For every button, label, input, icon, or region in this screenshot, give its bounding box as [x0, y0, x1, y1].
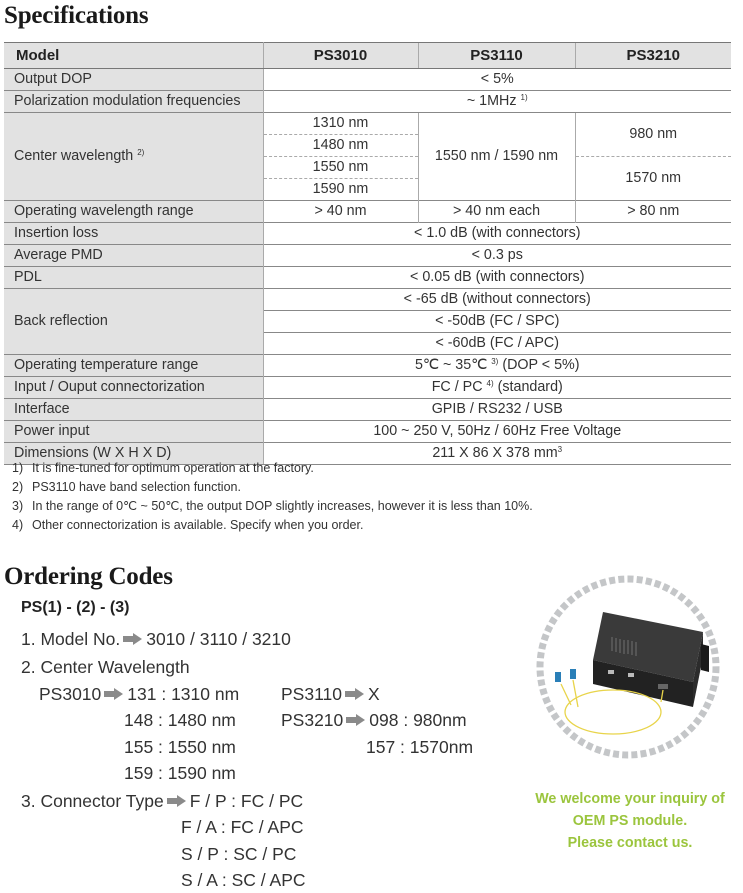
header-ps3110: PS3110: [418, 43, 575, 69]
ps3010-wavelength: 1590 nm: [263, 179, 418, 201]
footnote-number: 4): [12, 518, 24, 532]
table-header-row: [4, 43, 731, 69]
model-no-value: 3010 / 3110 / 3210: [146, 629, 291, 649]
ps3110-code-line: [281, 684, 380, 705]
row-label: Operating wavelength range: [4, 201, 263, 223]
table-row: [4, 421, 731, 443]
connector-code: S / P : SC / PC: [181, 844, 297, 864]
model-no-label: 1. Model No.: [21, 629, 121, 649]
wavelength-code: 159 : 1590 nm: [124, 763, 236, 783]
row-label: [4, 113, 263, 201]
connector-code: F / P : FC / PC: [189, 791, 304, 811]
wavelength-code: 148 : 1480 nm: [124, 710, 236, 730]
footnote-text: Other connectorization is available. Specify when you order.: [32, 518, 364, 532]
arrow-right-icon: [123, 633, 143, 645]
value-text: FC / PC: [431, 379, 483, 395]
specifications-title: Specifications: [4, 2, 149, 29]
arrow-right-icon: [346, 714, 366, 726]
device-icon: [593, 612, 709, 707]
row-value: < 1.0 dB (with connectors): [263, 223, 731, 245]
ps3210-model: PS3210: [281, 710, 344, 730]
connector-type-line: [21, 791, 303, 812]
row-value: < -65 dB (without connectors): [263, 289, 731, 311]
row-value: [263, 377, 731, 399]
table-row: [4, 377, 731, 399]
footnote-text: In the range of 0℃ ~ 50℃, the output DOP slightly increases, however it is less than 10%.: [32, 499, 533, 513]
footnote-number: 1): [12, 461, 24, 475]
footnote-ref: 4): [486, 379, 494, 388]
row-label: Insertion loss: [4, 223, 263, 245]
value-text: 211 X 86 X 378 mm: [432, 445, 558, 461]
value-text: (standard): [497, 379, 563, 395]
value-text: (DOP < 5%): [502, 357, 580, 373]
table-row: [4, 113, 731, 135]
row-value: < 5%: [480, 71, 514, 87]
connector-code: F / A : FC / APC: [181, 817, 304, 837]
ps3010-wavelength: 1550 nm: [263, 157, 418, 179]
header-model-label: Model: [4, 43, 263, 69]
row-value: 100 ~ 250 V, 50Hz / 60Hz Free Voltage: [263, 421, 731, 443]
unit-superscript: 3: [557, 445, 563, 454]
row-label: Power input: [4, 421, 263, 443]
row-value: < -60dB (FC / APC): [263, 333, 731, 355]
arrow-right-icon: [345, 688, 365, 700]
ps3010-model: PS3010: [39, 684, 102, 704]
model-no-line: [21, 629, 291, 650]
row-value: < 0.3 ps: [263, 245, 731, 267]
footnote-text: PS3110 have band selection function.: [32, 480, 241, 494]
footnote-ref: 1): [520, 93, 528, 102]
table-row: [4, 355, 731, 377]
wavelength-code: 155 : 1550 nm: [124, 737, 236, 757]
row-label: Interface: [4, 399, 263, 421]
footnote-ref: 2): [137, 148, 145, 157]
row-label: Output DOP: [4, 69, 263, 91]
promo-line: OEM PS module.: [572, 813, 688, 829]
row-label: Input / Ouput connectorization: [4, 377, 263, 399]
table-row: [4, 69, 731, 91]
ps3110-value: > 40 nm each: [418, 201, 575, 223]
connector-code: S / A : SC / APC: [181, 870, 306, 890]
footnotes: [12, 459, 533, 535]
row-label: Operating temperature range: [4, 355, 263, 377]
specifications-table: [4, 42, 731, 465]
value-text: ~ 1MHz: [466, 93, 517, 109]
center-wavelength-label: 2. Center Wavelength: [21, 657, 190, 677]
footnote: [12, 459, 533, 478]
wavelength-code: 157 : 1570nm: [366, 737, 474, 757]
footnote: [12, 478, 533, 497]
ps3010-wavelength: 1310 nm: [263, 113, 418, 135]
ps3210-wavelength: 980 nm: [575, 113, 731, 157]
value-text: 5℃ ~ 35℃: [414, 357, 488, 373]
oem-inquiry-message: [530, 788, 730, 854]
table-row: [4, 201, 731, 223]
wavelength-code: X: [367, 684, 380, 704]
promo-line: We welcome your inquiry of: [535, 791, 725, 807]
row-label: Average PMD: [4, 245, 263, 267]
wavelength-code: 098 : 980nm: [369, 710, 467, 730]
ps3210-value: > 80 nm: [575, 201, 731, 223]
ps3110-model: PS3110: [281, 684, 342, 704]
footnote-number: 3): [12, 499, 24, 513]
table-row: [4, 245, 731, 267]
footnote: [12, 516, 533, 535]
ps3010-wavelength: 1480 nm: [263, 135, 418, 157]
ps3210-code-line: [281, 710, 467, 731]
fiber-connector-icon: [570, 669, 576, 679]
ps3110-wavelength: 1550 nm / 1590 nm: [418, 113, 575, 201]
row-label: Back reflection: [4, 289, 263, 355]
row-label: Dimensions (W X H X D): [4, 443, 263, 465]
table-row: [4, 91, 731, 113]
label-text: Center wavelength: [14, 148, 134, 164]
table-row: [4, 267, 731, 289]
connector-type-label: 3. Connector Type: [21, 791, 164, 811]
row-value: GPIB / RS232 / USB: [263, 399, 731, 421]
fiber-connector-icon: [555, 672, 561, 682]
row-label: PDL: [4, 267, 263, 289]
promo-line: Please contact us.: [567, 835, 693, 851]
ps3010-value: > 40 nm: [263, 201, 418, 223]
row-value: [263, 355, 731, 377]
row-label: Polarization modulation frequencies: [4, 91, 263, 113]
row-value: [263, 91, 731, 113]
ordering-format: PS(1) - (2) - (3): [21, 599, 130, 616]
table-row: [4, 289, 731, 311]
header-ps3210: PS3210: [575, 43, 731, 69]
table-row: [4, 399, 731, 421]
arrow-right-icon: [167, 795, 187, 807]
row-value: < 0.05 dB (with connectors): [263, 267, 731, 289]
footnote-number: 2): [12, 480, 24, 494]
wavelength-code: 131 : 1310 nm: [127, 684, 240, 704]
ordering-codes-title: Ordering Codes: [4, 563, 173, 590]
arrow-right-icon: [104, 688, 124, 700]
row-value: < -50dB (FC / SPC): [263, 311, 731, 333]
footnote-text: It is fine-tuned for optimum operation at the factory.: [32, 461, 314, 475]
ps3210-wavelength: 1570 nm: [575, 157, 731, 201]
product-photo: [533, 572, 723, 762]
footnote: [12, 497, 533, 516]
table-row: [4, 223, 731, 245]
header-ps3010: PS3010: [263, 43, 418, 69]
footnote-ref: 3): [491, 357, 499, 366]
ps3010-code-line: [39, 684, 239, 705]
